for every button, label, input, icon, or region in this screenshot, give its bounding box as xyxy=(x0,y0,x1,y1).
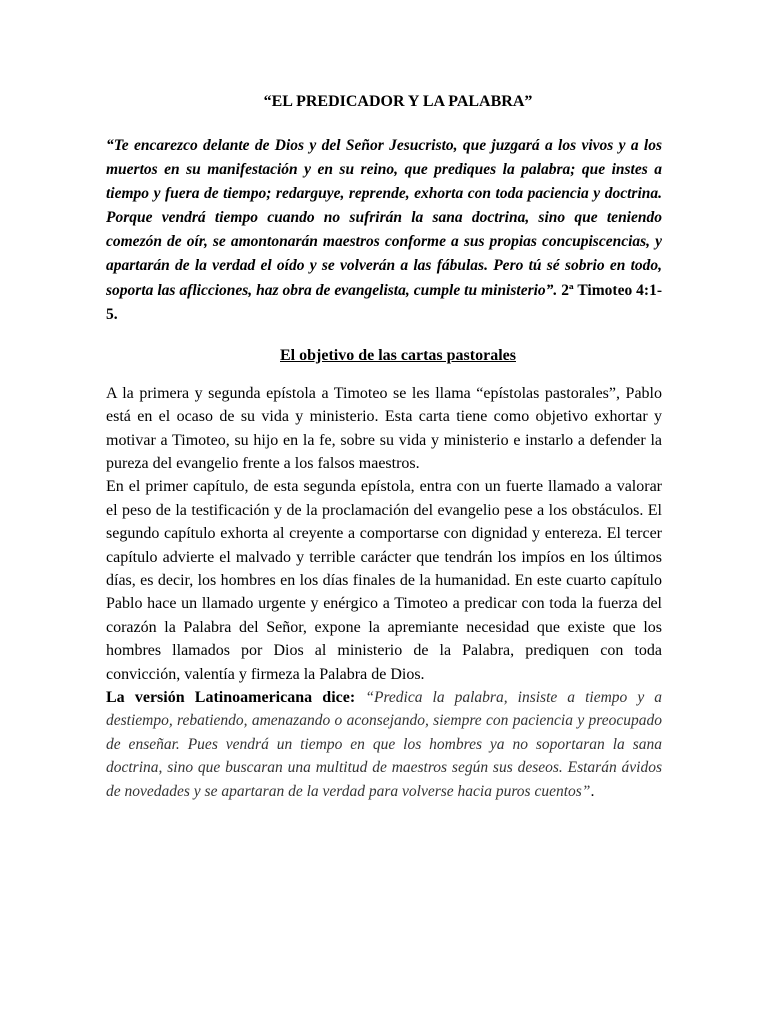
version-lead: La versión Latinoamericana dice xyxy=(106,689,350,707)
epigraph-reference: 2ª Timoteo 4:1-5. xyxy=(106,281,662,323)
version-quote: “Predica la palabra, insiste a tiempo y a destiempo, rebatiendo, amenazando o aconsejando, siempre con paciencia y preocupado de enseñar. Pues vendrá un tiempo en que los hombres ya no soportaran la sana doctrina, sino que buscaran una multitud de maestros según sus deseos. Estarán ávidos de novedades y se apartaran de la verdad para volverse hacia puros cuentos” xyxy=(106,689,663,800)
epigraph-quote: “Te encarezco delante de Dios y del Señor Jesucristo, que juzgará a los vivos y a los muertos en su manifestación y en su reino, que prediques la palabra; que instes a tiempo y fuera de tiempo; redarguye, reprende, exhorta con toda paciencia y doctrina. Porque vendrá tiempo cuando no sufrirán la sana doctrina, sino que teniendo comezón de oír, se amontonarán maestros conforme a sus propias concupiscencias, y apartarán de la verdad el oído y se volverán a las fábulas. Pero tú sé sobrio en todo, soporta las aflicciones, haz obra de evangelista, cumple tu ministerio”. xyxy=(106,137,662,299)
document-page xyxy=(106,90,662,803)
section-heading: El objetivo de las cartas pastorales xyxy=(280,346,516,364)
version-end: . xyxy=(590,782,595,800)
body-paragraph-1: A la primera y segunda epístola a Timoteo se les llama “epístolas pastorales”, Pablo está en el ocaso de su vida y ministerio. Esta carta tiene como objetivo exhortar y motivar a Timoteo, su hijo en la fe, sobre su vida y ministerio e instarlo a defender la pureza del evangelio frente a los falsos maestros. xyxy=(106,384,662,472)
version-separator: : xyxy=(349,689,366,707)
document-title: “EL PREDICADOR Y LA PALABRA” xyxy=(263,93,533,110)
epigraph xyxy=(106,134,662,327)
version-paragraph xyxy=(106,686,662,803)
body-paragraph-2: En el primer capítulo, de esta segunda epístola, entra con un fuerte llamado a valorar el peso de la testificación y de la proclamación del evangelio pese a los obstáculos. El segundo capítulo exhorta al creyente a comportarse con dignidad y entereza. El tercer capítulo advierte el malvado y terrible carácter que tendrán los impíos en los últimos días, es decir, los hombres en los días finales de la humanidad. En este cuarto capítulo Pablo hace un llamado urgente y enérgico a Timoteo a predicar con toda la fuerza del corazón la Palabra del Señor, expone la apremiante necesidad que existe que los hombres llamados por Dios al ministerio de la Palabra, prediquen con toda convicción, valentía y firmeza la Palabra de Dios. xyxy=(106,478,662,683)
